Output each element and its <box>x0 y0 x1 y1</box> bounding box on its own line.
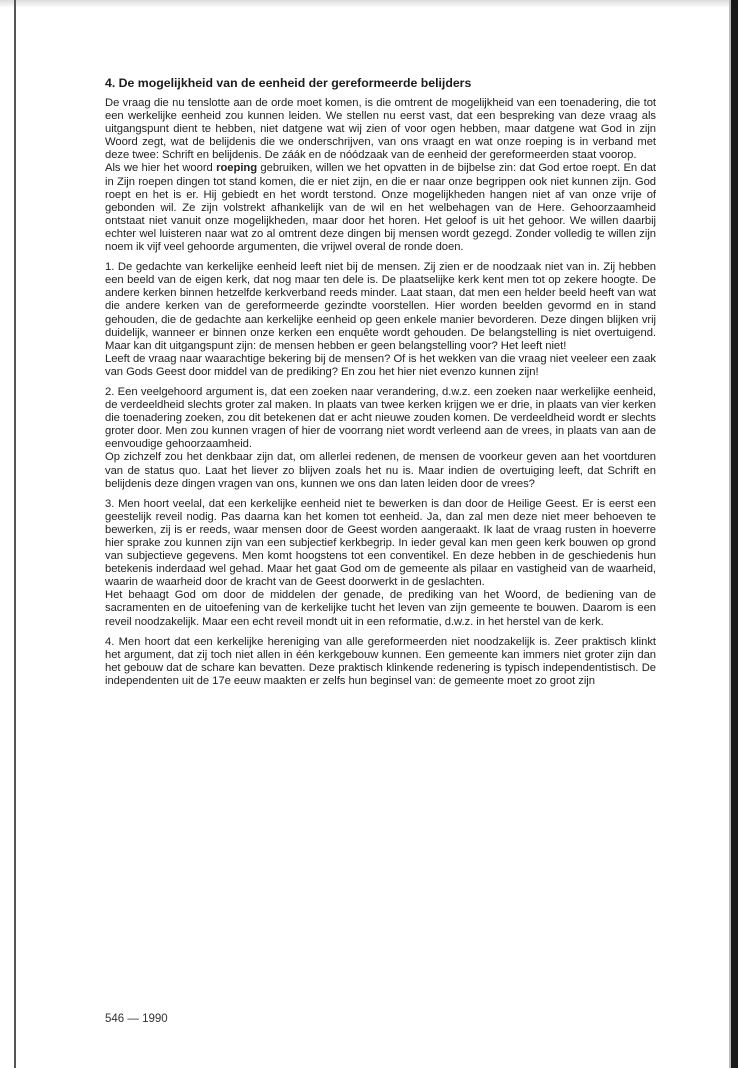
page-right-edge <box>731 0 738 1068</box>
section-heading: 4. De mogelijkheid van de eenheid der gereformeerde belijders <box>105 76 472 90</box>
emphasis-roeping: roeping <box>216 162 258 175</box>
article-body <box>105 75 656 688</box>
page-top-edge <box>0 0 738 8</box>
paragraph-argument-2-followup: Op zichzelf zou het denkbaar zijn dat, om allerlei redenen, de mensen de voorkeur geven aan het voortduren van de status quo. Laat het liever zo blijven zoals het nu is. Maar indien de overtuiging leeft, dat Schrift en belijdenis deze dingen vragen van ons, kunnen we ons dan laten leiden door de vrees? <box>105 451 656 490</box>
page-left-edge <box>14 0 16 1068</box>
paragraph-calling-start: Als we hier het woord <box>105 162 217 175</box>
paragraph-intro: De vraag die nu tenslotte aan de orde moet komen, is die omtrent de mogelijkheid van een toenadering, die tot een werkelijke eenheid zou kunnen leiden. We stellen nu eerst vast, dat een bespreking van deze vraag als uitgangspunt dient te hebben, niet datgene wat wij zien of voor ogen hebben, maar datgene wat God in zijn Woord zegt, wat de belijdenis die we onderschrijven, van ons vraagt en wat onze roeping is in verband met deze twee: Schrift en belijdenis. De záák en de nóódzaak van de eenheid der gereformeerden staat voorop. <box>105 97 656 162</box>
paragraph-calling-rest: gebruiken, willen we het opvatten in de bijbelse zin: dat God ertoe roept. En dat in Zijn roepen dingen tot stand komen, die er niet zijn, en die er naar onze begrippen ook niet kunnen zijn. God roept en het is er. Hij gebiedt en het wordt terstond. Onze mogelijkheden hangen niet af van onze vrije of gebonden wil. Ze zijn volstrekt afhankelijk van de wil en het welbehagen van de Here. Gehoorzaamheid ontstaat niet vanuit onze mogelijkheden, maar door het horen. Het geloof is uit het gehoor. We willen daarbij echter wel luisteren naar wat zo al omtrent deze dingen bij mensen wordt gezegd. Zonder volledig te willen zijn noem ik vijf veel gehoorde argumenten, die vrijwel overal de ronde doen. <box>105 162 656 254</box>
paragraph-argument-1-followup: Leeft de vraag naar waarachtige bekering bij de mensen? Of is het wekken van die vraag niet veeleer een zaak van Gods Geest door middel van de prediking? En zou het hier niet evenzo kunnen zijn! <box>105 352 656 378</box>
paragraph-argument-3-followup: Het behaagt God om door de middelen der genade, de prediking van het Woord, de bediening van de sacramenten en de uitoefening van de kerkelijke tucht het leven van zijn gemeente te bouwen. Daarom is een reveil noodzakelijk. Maar een echt reveil mondt uit in een reformatie, d.w.z. in het herstel van de kerk. <box>105 589 656 628</box>
paragraph-argument-4: 4. Men hoort dat een kerkelijke hereniging van alle gereformeerden niet noodzakelijk is. Zeer praktisch klinkt het argument, dat zij toch niet allen in één kerkgebouw kunnen. Een gemeente kan immers niet groter zijn dan het gebouw dat de schare kan bevatten. Deze praktisch klinkende redenering is typisch independentistisch. De independenten uit de 17e eeuw maakten er zelfs hun beginsel van: de gemeente moet zo groot zijn <box>105 635 656 687</box>
page-number: 546 — 1990 <box>105 1013 168 1025</box>
paragraph-argument-1: 1. De gedachte van kerkelijke eenheid leeft niet bij de mensen. Zij zien er de noodzaak niet van in. Zij hebben een beeld van de eigen kerk, dat nog maar ten dele is. De plaatselijke kerk kent men tot op zekere hoogte. De andere kerken binnen hetzelfde kerkverband reeds minder. Laat staan, dat men een helder beeld heeft van wat die andere kerken van de gereformeerde gezindte voorstellen. Hier worden beelden gevormd en in stand gehouden, die de gedachte aan kerkelijke eenheid op geen enkele manier bevorderen. Deze dingen blijken vrij duidelijk, wanneer er binnen onze kerken een enquête wordt gehouden. De belangstelling is niet overtuigend. Maar kan dit uitgangspunt zijn: de mensen hebben er geen belangstelling voor? Het leeft niet! <box>105 261 656 352</box>
paragraph-calling <box>105 162 656 254</box>
paragraph-argument-3: 3. Men hoort veelal, dat een kerkelijke eenheid niet te bewerken is dan door de Heilige Geest. Er is eerst een geestelijk reveil nodig. Pas daarna kan het komen tot eenheid. Ja, dan zal men deze niet meer behoeven te bewerken, zij is er reeds, waar mensen door de Geest worden aangeraakt. Ik laat de vraag rusten in hoeverre hier sprake zou kunnen zijn van een subjectief kerkbegrip. In ieder geval kan men geen kerk bouwen op grond van subjectieve gegevens. Men komt hoogstens tot een conventikel. En deze hebben in de geschiedenis hun betekenis inderdaad wel gehad. Maar het gaat God om de gemeente als pilaar en vastigheid van de waarheid, waarin de waarheid door de kracht van de Geest doorwerkt in de geslachten. <box>105 497 656 589</box>
paragraph-argument-2: 2. Een veelgehoord argument is, dat een zoeken naar verandering, d.w.z. een zoeken naar werkelijke eenheid, de verdeeldheid slechts groter zal maken. In plaats van twee kerken krijgen we er drie, in plaats van vier kerken die toenadering zoeken, zou dit betekenen dat er acht nieuwe zouden komen. De verdeeldheid wordt er slechts groter door. Men zou kunnen vragen of hier de voorrang niet wordt verleend aan de vrees, in plaats van aan de eenvoudige gehoorzaamheid. <box>105 385 656 451</box>
